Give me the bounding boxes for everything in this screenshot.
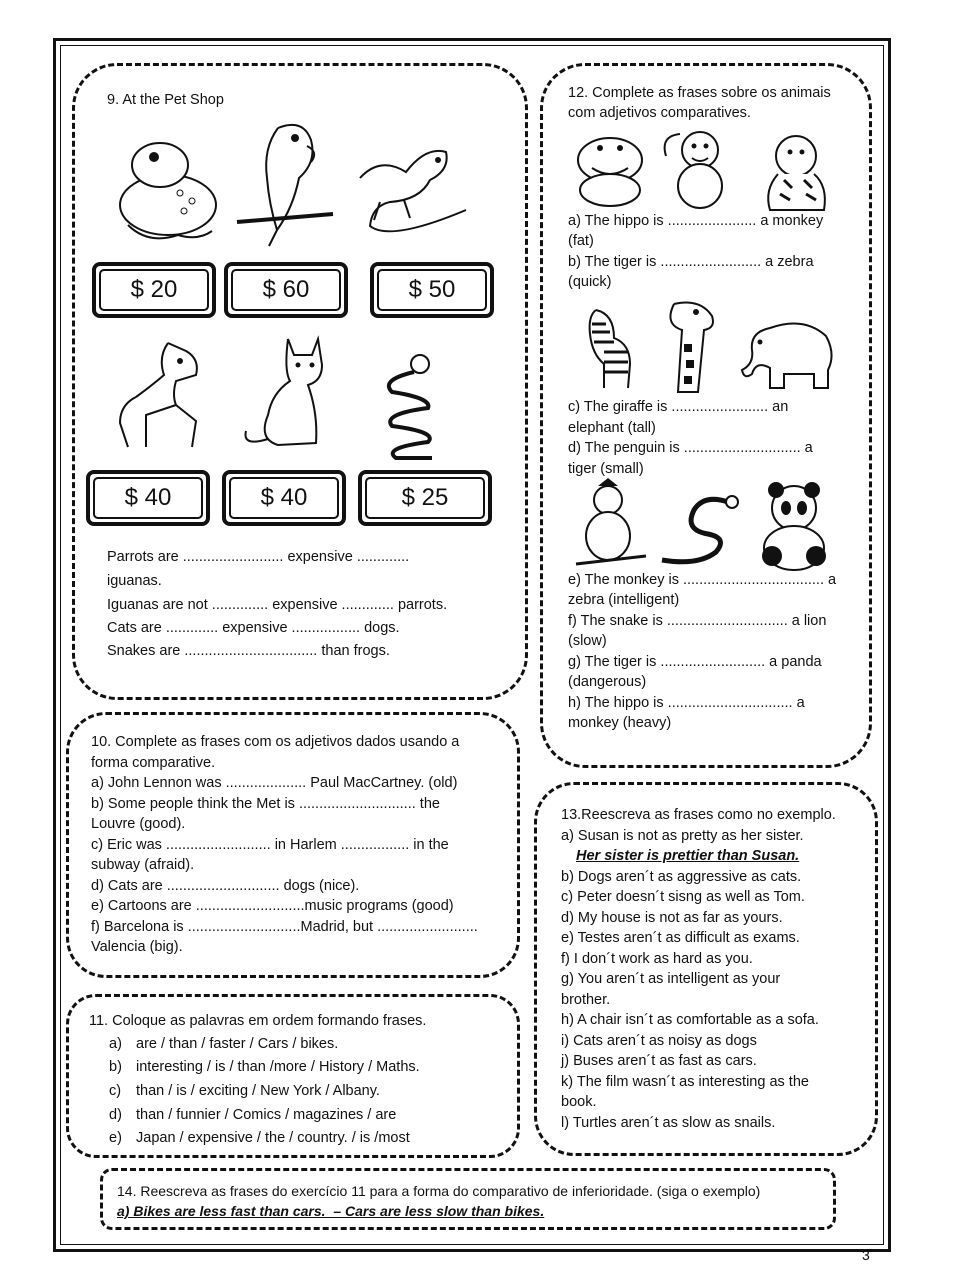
ex11-item-a-letter: a)	[109, 1036, 122, 1052]
penguin-icon	[566, 478, 652, 572]
exercise-12-title-1: 12. Complete as frases sobre os animais	[568, 85, 831, 101]
dog-icon	[106, 335, 206, 453]
ex13-example: Her sister is prettier than Susan.	[576, 848, 800, 864]
ex11-item-d: than / funnier / Comics / magazines / are	[136, 1107, 397, 1123]
ex12-line-f1: f) The snake is .............................. a lion	[568, 613, 827, 629]
ex11-item-c: than / is / exciting / New York / Albany.	[136, 1083, 380, 1099]
exercise-14-title: 14. Reescreva as frases do exercício 11 para a forma do comparativo de inferioridade. (siga o exemplo)	[117, 1183, 761, 1199]
ex13-line: brother.	[561, 991, 611, 1008]
ex11-item-b-letter: b)	[109, 1059, 122, 1075]
ex12-line-d1: d) The penguin is ............................. a	[568, 440, 813, 456]
ex13-line: book.	[561, 1094, 597, 1110]
ex12-line-h2: monkey (heavy)	[568, 715, 672, 731]
zebra-icon	[574, 304, 642, 392]
giraffe-icon	[654, 294, 730, 396]
ex10-line: forma comparative.	[91, 754, 216, 771]
ex13-line: k) The film wasn´t as interesting as the	[561, 1073, 809, 1090]
ex9-sentence-3: Cats are ............. expensive ................. dogs.	[107, 620, 400, 636]
exercise-9-title: 9. At the Pet Shop	[107, 92, 224, 108]
ex13-line: h) A chair isn´t as comfortable as a sofa.	[561, 1012, 819, 1028]
ex13-line: 13.Reescreva as frases como no exemplo.	[561, 807, 836, 823]
price-tag-cat: $ 40	[222, 470, 346, 526]
ex13-line: e) Testes aren´t as difficult as exams.	[561, 930, 800, 946]
ex12-line-d2: tiger (small)	[568, 461, 644, 477]
hippo-icon	[566, 126, 654, 208]
exercise-12-title-2: com adjetivos comparatives.	[568, 105, 751, 121]
ex13-line: b) Dogs aren´t as aggressive as cats.	[561, 868, 802, 885]
ex13-line: g) You aren´t as intelligent as your	[561, 971, 781, 987]
exercise-14-example: a) Bikes are less fast than cars. – Cars are less slow than bikes.	[117, 1203, 545, 1219]
ex11-item-c-letter: c)	[109, 1083, 122, 1099]
ex11-item-a: are / than / faster / Cars / bikes.	[136, 1036, 339, 1052]
ex10-line: Louvre (good).	[91, 816, 186, 832]
price-tag-frog: $ 20	[92, 262, 216, 318]
elephant-icon	[734, 314, 840, 390]
ex12-line-e1: e) The monkey is ................................... a	[568, 572, 837, 588]
price-tag-dog: $ 40	[86, 470, 210, 526]
price-tag-parrot: $ 60	[224, 262, 348, 318]
ex10-line: d) Cats are ............................ dogs (nice).	[91, 877, 360, 894]
ex13-line: a) Susan is not as pretty as her sister.	[561, 827, 804, 844]
exercise-13-text	[561, 805, 836, 1133]
exercise-11-title: 11. Coloque as palavras em ordem formando frases.	[89, 1013, 427, 1029]
ex10-line: c) Eric was .......................... in Harlem ................. in the	[91, 836, 449, 853]
ex12-line-e2: zebra (intelligent)	[568, 592, 680, 608]
ex12-line-c1: c) The giraffe is ........................ an	[568, 399, 789, 415]
snake-2-icon	[654, 490, 744, 570]
ex11-item-e: Japan / expensive / the / country. / is /most	[136, 1130, 410, 1146]
page-number: 3	[862, 1247, 870, 1263]
price-tag-snake: $ 25	[358, 470, 492, 526]
ex10-line: e) Cartoons are ...........................music programs (good)	[91, 898, 454, 914]
ex12-line-b1: b) The tiger is ......................... a zebra	[568, 254, 814, 270]
ex12-line-g2: (dangerous)	[568, 674, 647, 690]
ex12-line-b2: (quick)	[568, 274, 612, 290]
ex10-line: b) Some people think the Met is ............................. the	[91, 795, 440, 812]
ex11-item-b: interesting / is / than /more / History / Maths.	[136, 1059, 420, 1075]
ex9-sentence-1: Parrots are ......................... expensive .............	[107, 549, 410, 565]
ex9-sentence-4: Snakes are ................................. than frogs.	[107, 643, 390, 659]
ex10-line: 10. Complete as frases com os adjetivos dados usando a	[91, 734, 460, 750]
frog-icon	[108, 135, 226, 247]
snake-icon	[372, 352, 452, 462]
ex9-sentence-2: Iguanas are not .............. expensive ............. parrots.	[107, 597, 448, 613]
ex10-line: f) Barcelona is ............................Madrid, but .........................	[91, 918, 478, 935]
ex12-line-c2: elephant (tall)	[568, 420, 656, 436]
exercise-10-text	[91, 732, 478, 958]
ex12-line-g1: g) The tiger is .......................... a panda	[568, 654, 822, 670]
ex13-line: j) Buses aren´t as fast as cars.	[561, 1053, 757, 1069]
price-tag-iguana: $ 50	[370, 262, 494, 318]
iguana-icon	[350, 126, 470, 244]
ex10-line: a) John Lennon was .................... Paul MacCartney. (old)	[91, 775, 458, 791]
ex12-line-h1: h) The hippo is ............................... a	[568, 695, 805, 711]
ex13-line: d) My house is not as far as yours.	[561, 909, 783, 926]
ex12-line-a2: (fat)	[568, 233, 594, 249]
panda-icon	[748, 480, 842, 572]
ex12-line-a1: a) The hippo is ...................... a monkey	[568, 213, 824, 229]
ex10-line: Valencia (big).	[91, 939, 183, 955]
cat-icon	[238, 335, 328, 455]
ex12-line-f2: (slow)	[568, 633, 607, 649]
ex10-line: subway (afraid).	[91, 857, 195, 873]
ex11-item-e-letter: e)	[109, 1130, 122, 1146]
tiger-icon	[744, 130, 840, 212]
ex11-item-d-letter: d)	[109, 1107, 122, 1123]
ex13-line: l) Turtles aren´t as slow as snails.	[561, 1114, 776, 1131]
ex9-sentence-1b: iguanas.	[107, 573, 162, 589]
monkey-icon	[656, 126, 740, 212]
parrot-icon	[233, 118, 339, 248]
ex13-line: c) Peter doesn´t sisng as well as Tom.	[561, 889, 805, 905]
ex13-line: f) I don´t work as hard as you.	[561, 950, 753, 967]
ex13-line: i) Cats aren´t as noisy as dogs	[561, 1032, 757, 1049]
